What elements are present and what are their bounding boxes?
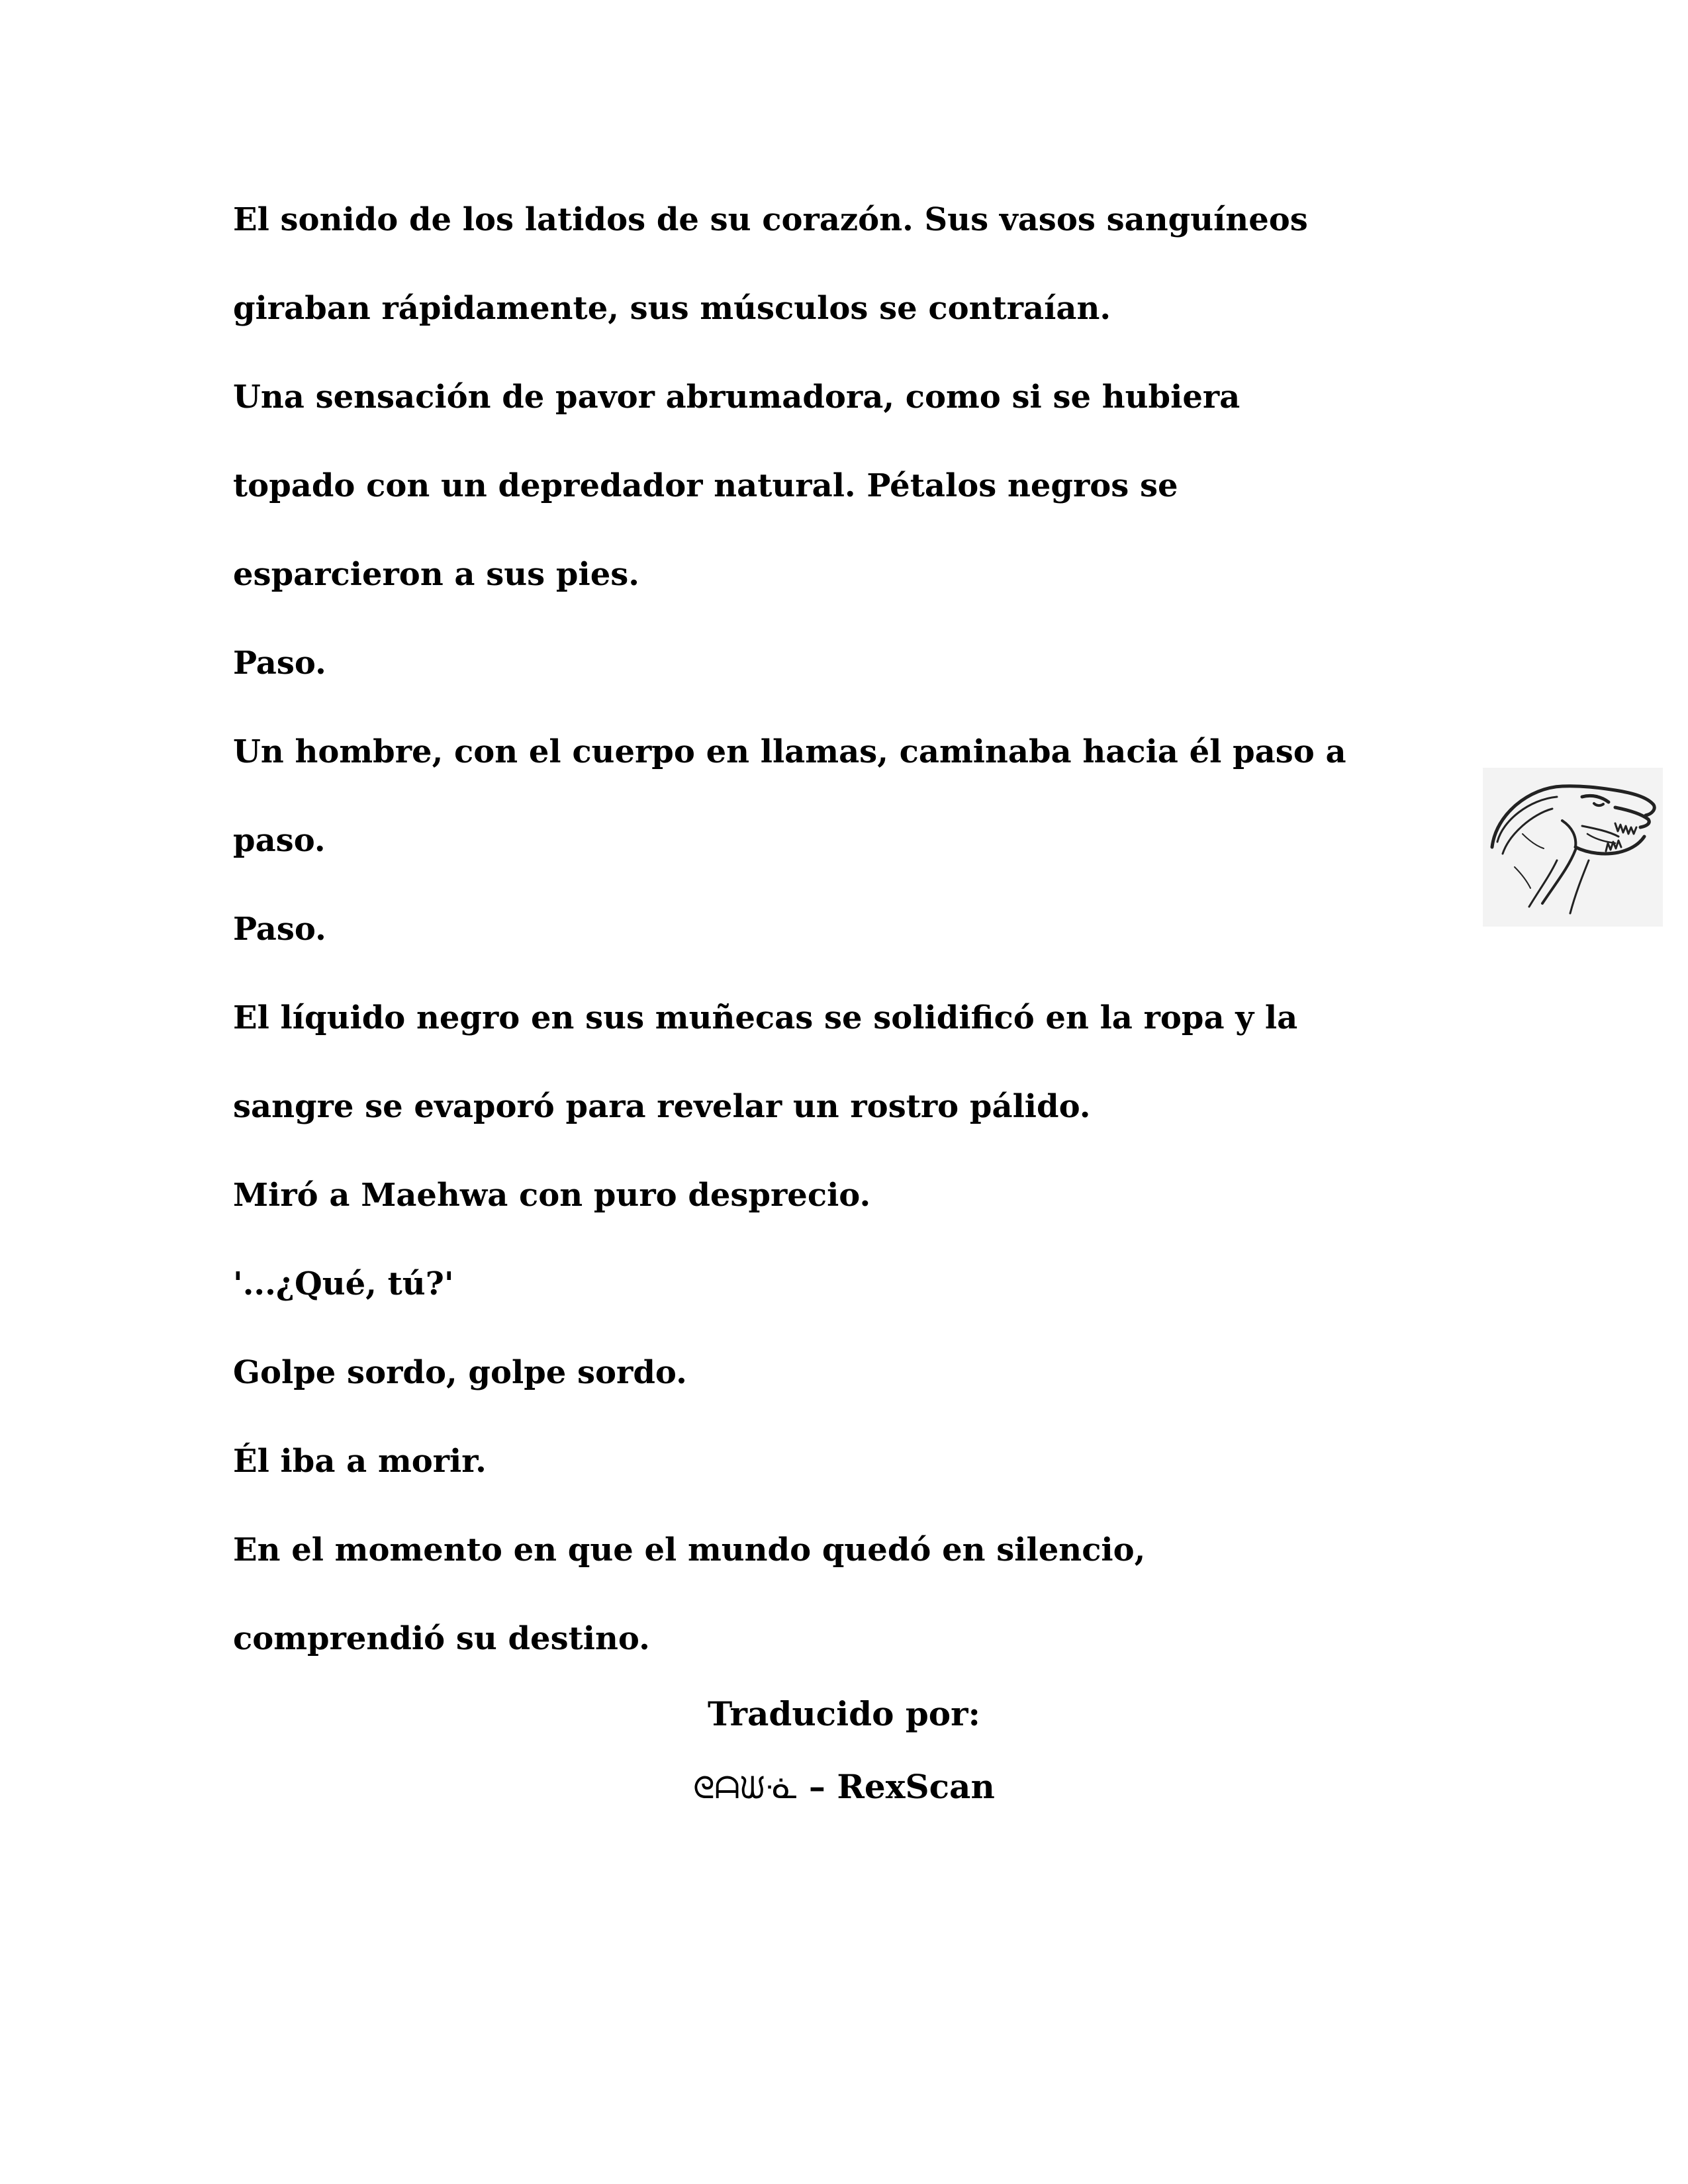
dinosaur-head-icon bbox=[1483, 768, 1663, 927]
text-line: Un hombre, con el cuerpo en llamas, caminaba hacia él paso a bbox=[233, 733, 1346, 770]
text-line: comprendió su destino. bbox=[233, 1620, 650, 1657]
credits-translator bbox=[0, 1767, 1688, 1807]
text-line: topado con un depredador natural. Pétalos negros se bbox=[233, 467, 1178, 504]
text-line: giraban rápidamente, sus músculos se contraían. bbox=[233, 290, 1111, 327]
text-line: '...¿Qué, tú?' bbox=[233, 1265, 454, 1302]
text-line: sangre se evaporó para revelar un rostro pálido. bbox=[233, 1088, 1091, 1125]
text-line: Golpe sordo, golpe sordo. bbox=[233, 1354, 687, 1391]
text-line: Paso. bbox=[233, 645, 326, 682]
text-line: esparcieron a sus pies. bbox=[233, 556, 639, 593]
body-text bbox=[233, 188, 1491, 1696]
text-line: Paso. bbox=[233, 911, 326, 948]
text-line: Una sensación de pavor abrumadora, como si se hubiera bbox=[233, 379, 1241, 416]
credits-separator: – bbox=[797, 1767, 837, 1806]
text-line: El líquido negro en sus muñecas se solidificó en la ropa y la bbox=[233, 999, 1298, 1036]
text-line: En el momento en que el mundo quedó en silencio, bbox=[233, 1531, 1146, 1569]
text-line: Él iba a morir. bbox=[233, 1443, 487, 1480]
text-line: El sonido de los latidos de su corazón. Sus vasos sanguíneos bbox=[233, 201, 1308, 238]
group-name: RexScan bbox=[837, 1767, 995, 1806]
text-line: Miró a Maehwa con puro desprecio. bbox=[233, 1177, 871, 1214]
credits-label: Traducido por: bbox=[708, 1694, 980, 1733]
text-line: paso. bbox=[233, 822, 326, 859]
translator-name: ᘓᗩᙎᓍ bbox=[693, 1770, 798, 1805]
